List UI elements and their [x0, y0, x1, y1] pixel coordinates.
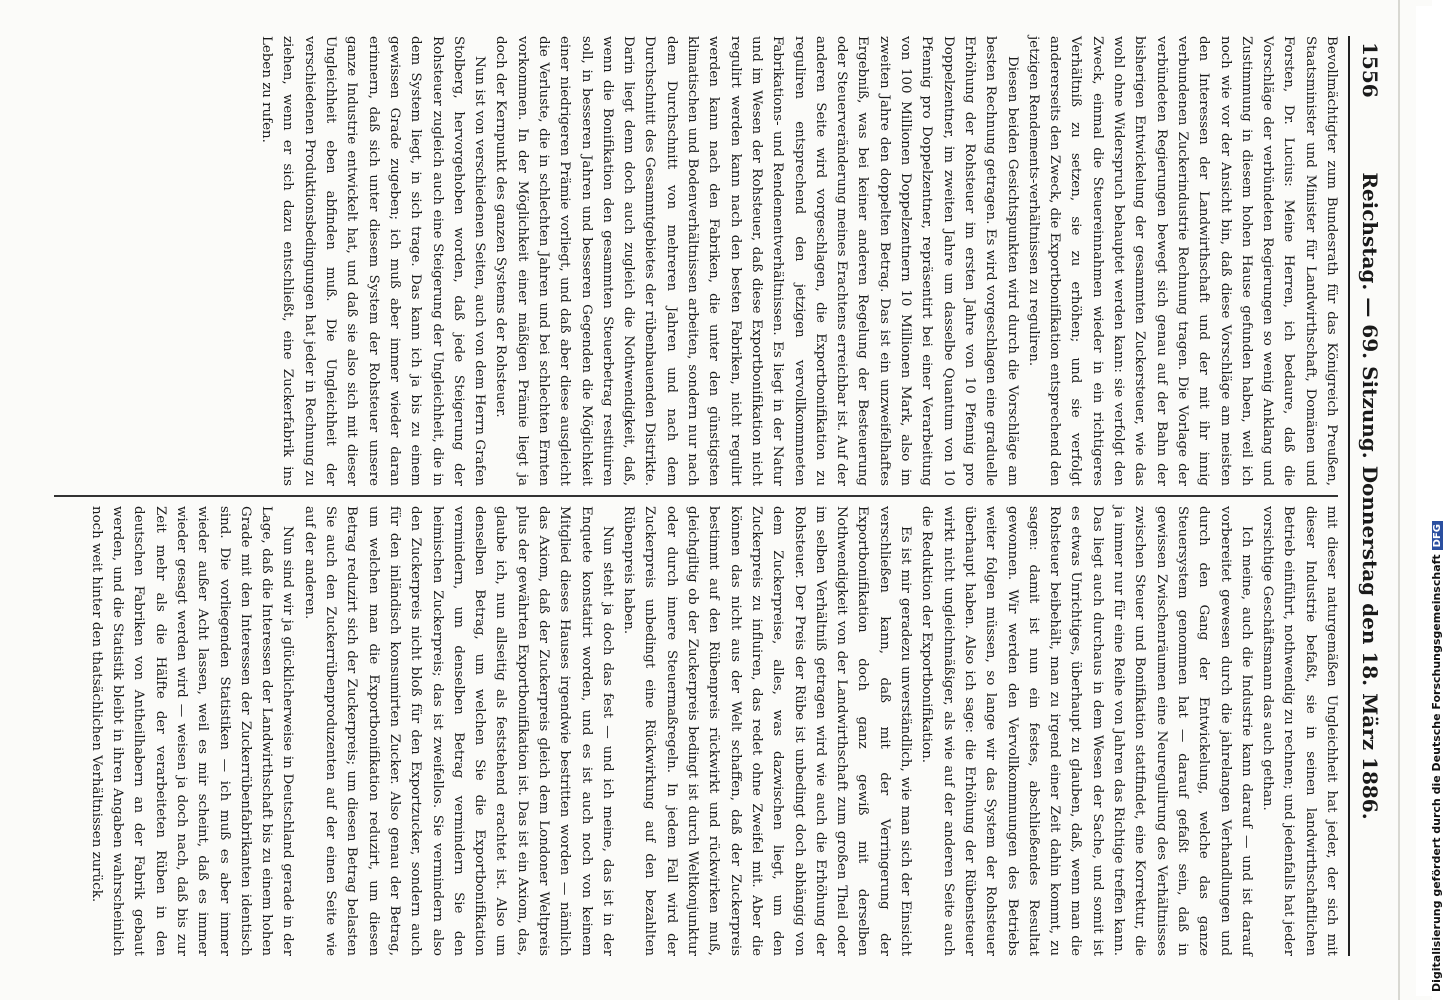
- paragraph: Diesen beiden Gesichtspunkten wird durch die Vorschläge am besten Rechnung getragen. Es wird vorgeschlagen eine graduelle Erhöhung der Rohsteuer im ersten Jahre von 10 Pfennig pro Doppelzentner, im zweiten Jahre um dasselbe Quantum von 10 Pfennig pro Doppelzentner, repräsentirt bei einer Verarbeitung von 100 Millionen Doppelzentnern 10 Millionen Mark, also im zweiten Jahre den doppelten Betrag. Das ist ein unzweifelhaftes Ergebniß, was bei keiner anderen Regelung der Besteuerung oder Steuerveränderung meines Erachtens erreichbar ist. Auf der anderen Seite wird vorgeschlagen, die Exportbonifikation zu reguliren entsprechend den jetzigen vervollkommneten Fabrikations- und Rendementverhältnissen. Es liegt in der Natur und im Wesen der Rohsteuer, daß diese Exportbonifikation nicht regulirt werden kann nach den besten Fabriken, nicht regulirt werden kann nach den Fabriken, die unter den günstigsten klimatischen und Bodenverhältnissen arbeiten, sondern nur nach dem Durchschnitt von mehreren Jahren und nach dem Durchschnitt des Gesammtgebietes der rübenbauenden Distrikte. Darin liegt denn doch auch zugleich die Nothwendigkeit, daß, wenn die Bonifikation den gesammten Steuerbetrag restituiren soll, in besseren Jahren und besseren Gegenden die Möglichkeit einer niedrigeren Prämie vorliegt, und daß aber diese ausgleicht die Verluste, die in schlechten Jahren und bei schlechten Ernten vorkommen. In der Möglichkeit einer mäßigen Prämie liegt ja doch der Kernpunkt des ganzen Systems der Rohsteuer.: [493, 36, 1020, 486]
- rotated-page: [50, 36, 1390, 956]
- left-column: [50, 36, 1342, 486]
- paragraph: Nun steht ja doch das fest — und ich meine, das ist in der Enquete konstatirt worden, und es ist auch noch von keinem Mitglied dieses Hauses irgendwie bestritten worden — nämlich das Axiom, daß der Zuckerpreis gleich dem Londoner Weltpreis plus der gewährten Exportbonifikation ist. Das ist ein Axiom, das, glaube ich, nun allseitig als feststehend erachtet ist. Also um denselben Betrag, um welchen Sie die Exportbonifikation vermindern, um denselben Betrag vermindern Sie den heimischen Zuckerpreis; das ist zweifellos. Sie vermindern also den Zuckerpreis nicht bloß für den Exportzucker, sondern auch für den inländisch konsumirten Zucker. Also genau der Betrag, um welchen man die Exportbonifikation reduzirt, um diesen Betrag reduzirt sich der Zuckerpreis; um diesen Betrag belasten Sie auch den Zuckerrübenproduzenten auf der einen Seite wie auf der anderen.: [301, 506, 615, 956]
- footer-text: Digitalisierung gefördert durch die Deutsche Forschungsgemeinschaft: [1430, 554, 1443, 992]
- text-columns: [50, 36, 1342, 956]
- page-title: Reichstag. — 69. Sitzung. Donnerstag den 18. März 1886.: [1358, 172, 1382, 820]
- paragraph: Es ist mir geradezu unverständlich, wie man sich der Einsicht verschließen kann, daß mit der Verringerung der Exportbonifikation doch ganz gewiß mit derselben Nothwendigkeit von der Landwirthschaft zum großen Theil oder im selben Verhältniß getragen wird wie auch die Erhöhung der Rohsteuer. Der Preis der Rübe ist unbedingt doch abhängig von dem Zuckerpreise, alles, was dazwischen liegt, um den Zuckerpreis zu influiren, das redet ohne Zweifel mit. Aber die können das nicht aus der Welt schaffen, daß der Zuckerpreis bestimmt auf den Rübenpreis rückwirkt und rückwirken muß, gleichgiltig ob der Zuckerpreis bedingt ist durch Weltkonjunktur oder durch innere Steuermaßregeln. In jedem Fall wird der Zuckerpreis unbedingt eine Rückwirkung auf den bezahlten Rübenpreis haben.: [621, 506, 914, 956]
- page-number: 1556: [1358, 42, 1382, 98]
- dfg-footer: [1416, 6, 1443, 996]
- paragraph: Bevollmächtigter zum Bundesrath für das Königreich Preußen, Staatsminister und Minister für Landwirthschaft, Domänen und Forsten, Dr. Lucius: Meine Herren, ich bedaure, daß die Vorschläge der verbündeten Regierungen so wenig Anklang und Zustimmung in diesem hohen Hause gefunden haben, weil ich noch wie vor der Ansicht bin, daß diese Vorschläge am meisten den Interessen der Landwirthschaft und der mit ihr innig verbundenen Zuckerindustrie Rechnung tragen. Die Vorlage der verbündeten Regierungen bewegt sich genau auf der Bahn der bisherigen Entwickelung der gesammten Zuckersteuer, wie das wohl ohne Widerspruch behauptet werden kann: sie verfolgt den Zweck, einmal die Steuereinnahmen wieder in ein richtigeres Verhältniß zu setzen, sie zu erhöhen; und sie verfolgt andererseits den Zweck, die Exportbonifikation entsprechend den jetzigen Rendements-verhältnissen zu reguliren.: [1025, 36, 1339, 486]
- footer-text-wrap: [1430, 12, 1446, 992]
- column-divider: [54, 495, 1338, 497]
- paragraph: Nun sind wir ja glücklicherweise in Deutschland gerade in der Lage, daß die Interessen der Landwirthschaft bis zu einem hohen Grade mit den Interessen der Zuckerrübenfabrikanten identisch sind. Die vorliegenden Statistiken — ich muß es aber immer wieder außer Acht lassen, weil es mir scheint, daß es immer wieder gesagt werden wird — weisen ja doch nach, daß bis zur Zeit mehr als die Hälfte der verarbeiteten Rüben in den deutschen Fabriken von Antheilhabern an der Fabrik gebaut werden, und die Statistik bleibt in ihren Angaben wahrscheinlich noch weit hinter den thatsächlichen Verhältnissen zurück.: [88, 506, 296, 956]
- paragraph: Nun ist von verschiedenen Seiten, auch von dem Herrn Grafen Stolberg, hervorgehoben worden, daß jede Steigerung der Rohsteuer zugleich auch eine Steigerung der Ungleichheit, die in dem System liegt, in sich trage. Das kann ich ja bis zu einem gewissen Grade zugeben; ich muß aber immer wieder daran erinnern, daß sich unter diesem System der Rohsteuer unsere ganze Industrie entwickelt hat, und daß sie also sich mit dieser Ungleichheit eben abfinden muß. Die Ungleichheit der verschiedenen Produktionsbedingungen hat jeder in Rechnung zu ziehen, wenn er sich dazu entschließt, eine Zuckerfabrik ins Leben zu rufen.: [259, 36, 488, 486]
- paragraph: mit dieser naturgemäßen Ungleichheit hat jeder, der sich mit dieser Industrie befaßt, sie in seinen landwirthschaftlichen Betrieb einführt, nothwendig zu rechnen; und jedenfalls hat jeder vorsichtige Geschäftsmann das auch gethan.: [1260, 506, 1339, 956]
- right-column: [50, 506, 1342, 956]
- page-header: [1348, 36, 1390, 956]
- dfg-logo: DFG: [1432, 521, 1443, 550]
- scan-edge: [1398, 0, 1400, 1000]
- paragraph: Ich meine, auch die Industrie kann darauf — und ist darauf vorbereitet gewesen durch die jahrelangen Verhandlungen und durch den Gang der Entwickelung, welche das ganze Steuersystem genommen hat — darauf gefaßt sein, daß in gewissen Zwischenräumen eine Neuregulirung des Verhältnisses zwischen Steuer und Bonifikation stattfindet, eine Korrektur, die ja immer nur für eine Reihe von Jahren das Richtige treffen kann. Das liegt auch durchaus in dem Wesen der Sache, und somit ist es etwas Unrichtiges, überhaupt zu glauben, daß, wenn man die Rohsteuer beibehält, man zu irgend einer Zeit dahin kommt, zu sagen: damit ist nun ein festes, abschließendes Resultat gewonnen. Wir werden den Vervollkommnungen des Betriebs weiter folgen müssen, so lange wir das System der Rohsteuer überhaupt haben. Also ich sage: die Erhöhung der Rübensteuer wirkt nicht ungleichmäßiger, als wie auf der anderen Seite auch die Reduktion der Exportbonifikation.: [919, 506, 1254, 956]
